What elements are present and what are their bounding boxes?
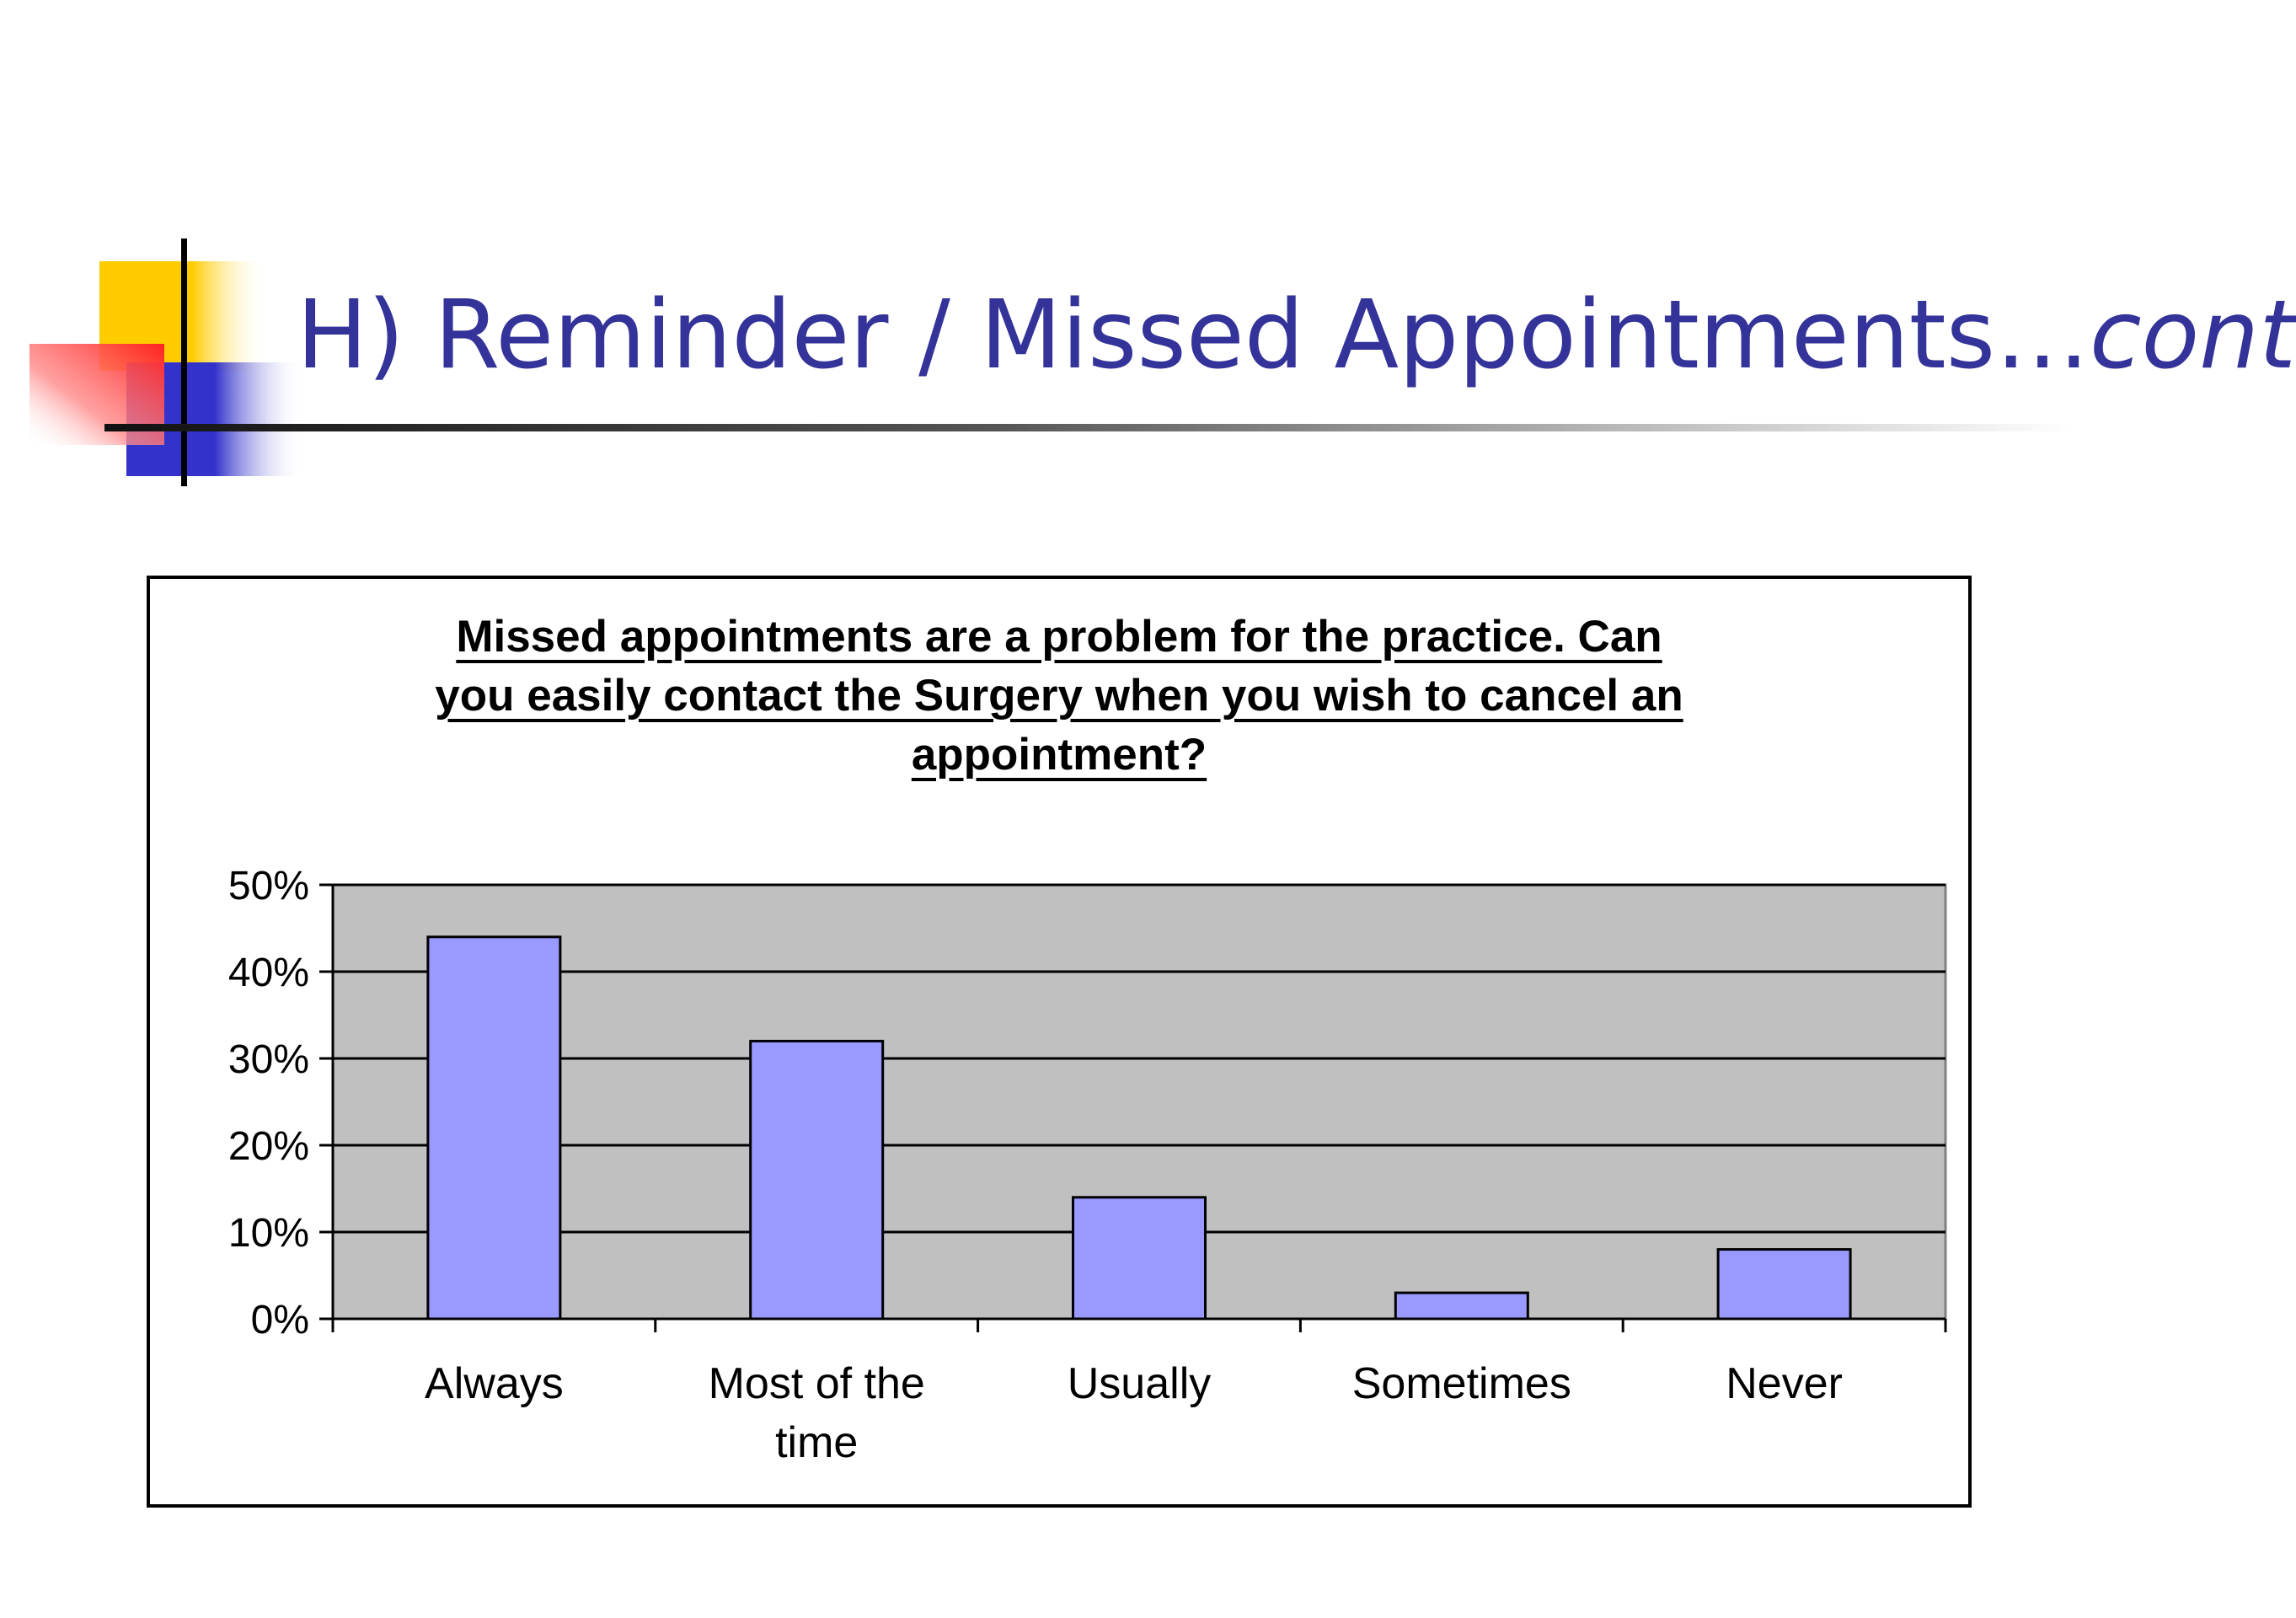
slide-title (297, 268, 2296, 403)
x-category-label: Always (425, 1359, 564, 1408)
y-tick-label: 10% (227, 1211, 309, 1256)
bar (1395, 1293, 1528, 1319)
chart-title-line-1: Missed appointments are a problem for the practice. Can (456, 612, 1662, 662)
y-tick-label: 0% (250, 1298, 309, 1342)
title-decoration (0, 0, 2157, 522)
y-tick-label: 20% (227, 1124, 309, 1169)
chart-title-line-3: appointment? (911, 730, 1207, 780)
slide-title-main: H) Reminder / Missed Appointments… (297, 281, 2090, 390)
slide-title-suffix: cont (2090, 281, 2296, 390)
y-tick-label: 40% (227, 951, 309, 995)
x-category-label: Never (1726, 1359, 1843, 1408)
y-tick-label: 50% (227, 864, 309, 908)
deco-vertical-line (181, 238, 187, 486)
bar (751, 1041, 883, 1319)
x-category-label: Usually (1067, 1359, 1212, 1408)
bar-chart (150, 579, 1968, 1504)
x-category-label: Most of the (708, 1359, 925, 1408)
bar (1718, 1250, 1850, 1319)
title-rule (104, 424, 2073, 431)
chart-frame (147, 576, 1972, 1508)
bar (428, 937, 560, 1319)
x-category-label: time (775, 1418, 859, 1467)
x-category-label: Sometimes (1351, 1359, 1571, 1408)
chart-title-line-2: you easily contact the Surgery when you wish to cancel an (435, 671, 1683, 721)
y-tick-label: 30% (227, 1037, 309, 1082)
bar (1073, 1197, 1206, 1319)
